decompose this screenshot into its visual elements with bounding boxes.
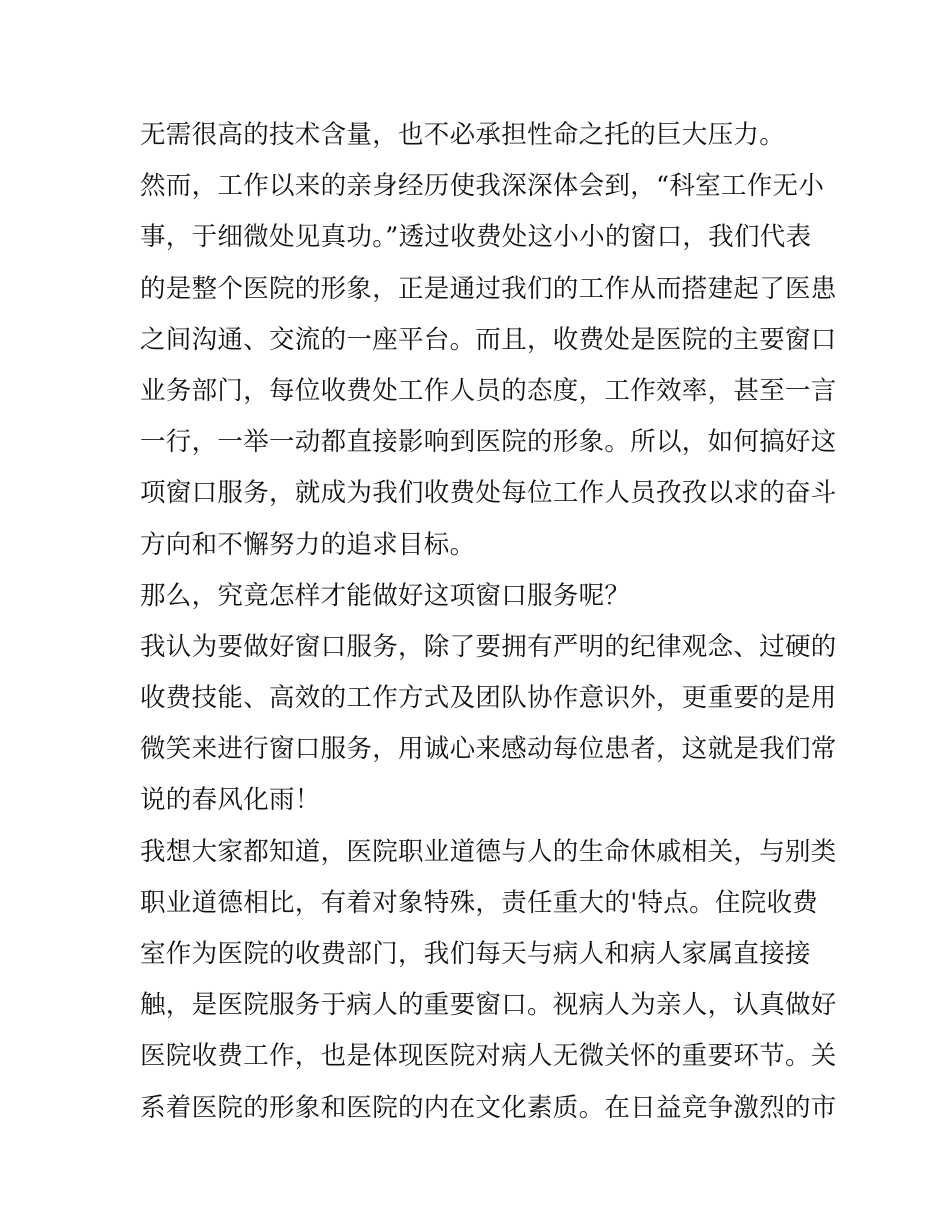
text-line: 系着医院的形象和医院的内在文化素质。在日益竞争激烈的市 (140, 1092, 837, 1123)
text-line: 职业道德相比，有着对象特殊，责任重大的'特点。住院收费 (140, 887, 819, 918)
text-line: 我认为要做好窗口服务，除了要拥有严明的纪律观念、过硬的 (140, 631, 837, 662)
text-line: 触，是医院服务于病人的重要窗口。视病人为亲人，认真做好 (140, 990, 837, 1021)
text-line: 那么，究竟怎样才能做好这项窗口服务呢？ (140, 580, 631, 611)
text-line: 医院收费工作，也是体现医院对病人无微关怀的重要环节。关 (140, 1041, 837, 1072)
text-line: 室作为医院的收费部门，我们每天与病人和病人家属直接接 (140, 939, 811, 969)
text-line: 项窗口服务，就成为我们收费处每位工作人员孜孜以求的奋斗 (140, 478, 837, 509)
text-line: 之间沟通、交流的一座平台。而且，收费处是医院的主要窗口 (140, 324, 837, 355)
text-line: 方向和不懈努力的追求目标。 (140, 529, 476, 560)
text-line: 收费技能、高效的工作方式及团队协作意识外，更重要的是用 (140, 683, 837, 714)
text-line: 说的春风化雨！ (140, 785, 321, 816)
text-line: 我想大家都知道，医院职业道德与人的生命休戚相关，与别类 (140, 836, 837, 867)
text-line: 事，于细微处见真功。”透过收费处这小小的窗口，我们代表 (140, 222, 812, 253)
text-line: 然而，工作以来的亲身经历使我深深体会到，“科室工作无小 (140, 171, 825, 202)
text-line: 的是整个医院的形象，正是通过我们的工作从而搭建起了医患 (140, 273, 837, 304)
text-line: 无需很高的技术含量，也不必承担性命之托的巨大压力。 (140, 120, 786, 150)
text-line: 一行，一举一动都直接影响到医院的形象。所以，如何搞好这 (140, 427, 837, 458)
body-text (140, 110, 837, 1134)
text-line: 业务部门，每位收费处工作人员的态度，工作效率，甚至一言 (140, 375, 837, 406)
text-line: 微笑来进行窗口服务，用诚心来感动每位患者，这就是我们常 (140, 734, 837, 765)
